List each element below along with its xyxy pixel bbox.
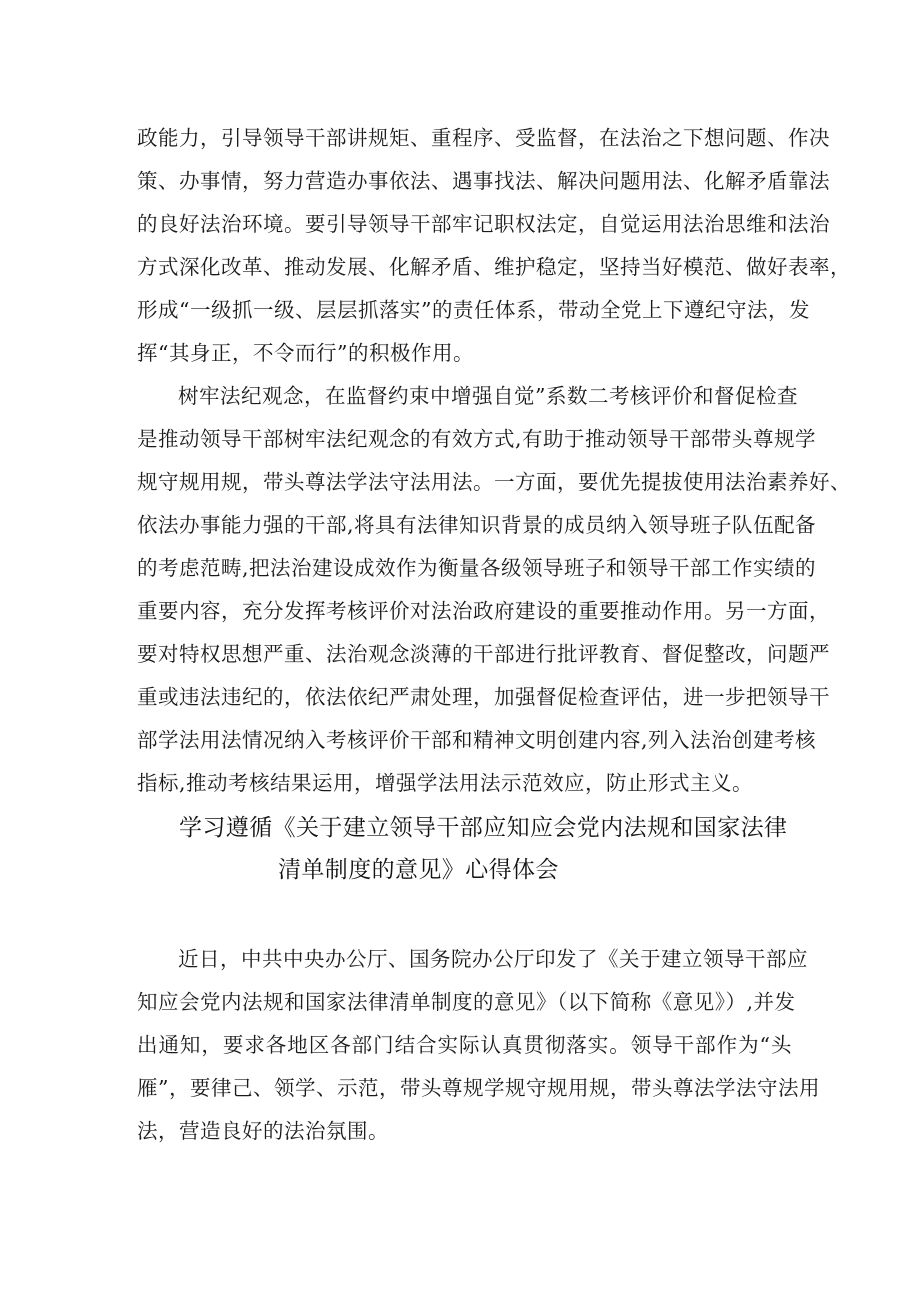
paragraph-line: 依法办事能力强的干部,将具有法律知识背景的成员纳入领导班子队伍配备 bbox=[137, 513, 817, 537]
paragraph-line: 知应会党内法规和国家法律清单制度的意见》（以下简称《意见》）,并发 bbox=[137, 990, 796, 1014]
paragraph-line: 法，营造良好的法治氛围。 bbox=[137, 1119, 389, 1143]
paragraph-line: 的考虑范畴,把法治建设成效作为衡量各级领导班子和领导干部工作实绩的 bbox=[137, 556, 817, 580]
paragraph-line: 重要内容，充分发挥考核评价对法治政府建设的重要推动作用。另一方面， bbox=[137, 599, 830, 623]
paragraph-line: 规守规用规，带头尊法学法守法用法。一方面，要优先提拔使用法治素养好、 bbox=[137, 470, 851, 494]
paragraph-line: 政能力，引导领导干部讲规矩、重程序、受监督，在法治之下想问题、作决 bbox=[137, 126, 830, 150]
paragraph-line: 的良好法治环境。要引导领导干部牢记职权法定，自觉运用法治思维和法治 bbox=[137, 212, 830, 236]
paragraph-line: 是推动领导干部树牢法纪观念的有效方式,有助于推动领导干部带头尊规学 bbox=[137, 427, 817, 451]
paragraph-line: 形成“一级抓一级、层层抓落实”的责任体系，带动全党上下遵纪守法，发 bbox=[137, 298, 810, 322]
paragraph-line: 策、办事情，努力营造办事依法、遇事找法、解决问题用法、化解矛盾靠法 bbox=[137, 169, 830, 193]
paragraph-line: 要对特权思想严重、法治观念淡薄的干部进行批评教育、督促整改，问题严 bbox=[137, 642, 830, 666]
title-line: 清单制度的意见》心得体会 bbox=[278, 857, 559, 883]
paragraph-line: 出通知，要求各地区各部门结合实际认真贯彻落实。领导干部作为“头 bbox=[137, 1033, 792, 1057]
paragraph-line: 方式深化改革、推动发展、化解矛盾、维护稳定，坚持当好模范、做好表率， bbox=[137, 255, 851, 279]
paragraph-line: 指标,推动考核结果运用，增强学法用法示范效应，防止形式主义。 bbox=[137, 771, 754, 795]
paragraph-line: 部学法用法情况纳入考核评价干部和精神文明创建内容,列入法治创建考核 bbox=[137, 728, 817, 752]
paragraph-line: 雁”，要律己、领学、示范，带头尊规学规守规用规，带头尊法学法守法用 bbox=[137, 1076, 820, 1100]
paragraph-line: 树牢法纪观念，在监督约束中增强自觉”系数二考核评价和督促检查 bbox=[178, 384, 798, 408]
paragraph-line: 重或违法违纪的，依法依纪严肃处理，加强督促检查评估，进一步把领导干 bbox=[137, 685, 830, 709]
paragraph-line: 近日，中共中央办公厅、国务院办公厅印发了《关于建立领导干部应 bbox=[178, 947, 808, 971]
paragraph-line: 挥“其身正，不令而行”的积极作用。 bbox=[137, 341, 474, 365]
title-line: 学习遵循《关于建立领导干部应知应会党内法规和国家法律 bbox=[179, 815, 788, 841]
